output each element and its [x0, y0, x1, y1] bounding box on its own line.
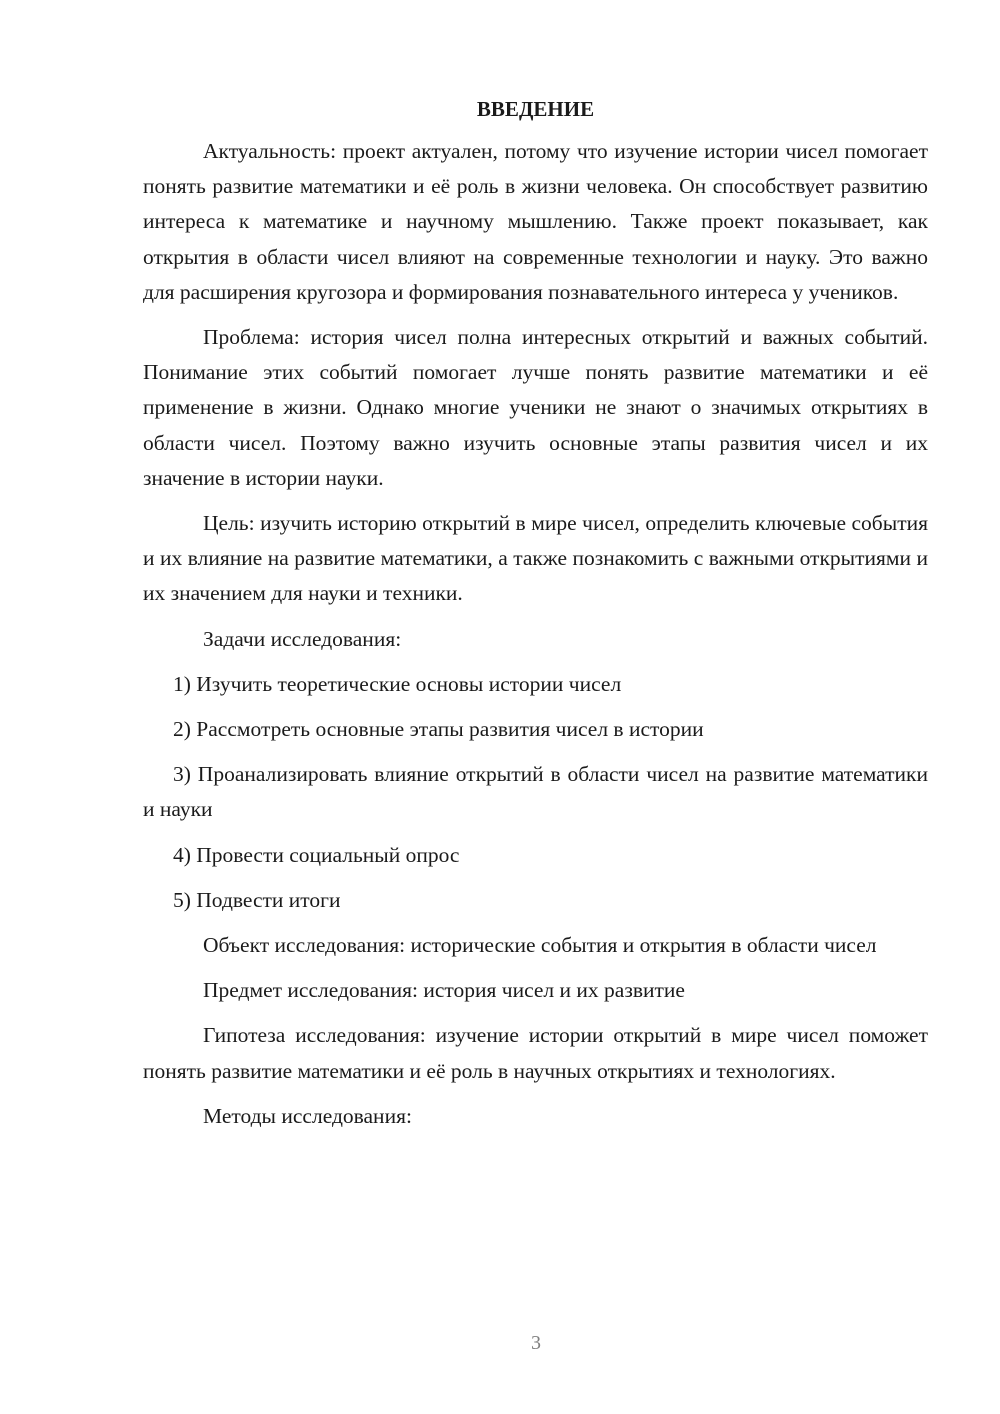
task-item-1: 1) Изучить теоретические основы истории чисел: [173, 671, 622, 696]
task-item-3: 3) Проанализировать влияние открытий в области чисел на развитие математики и науки: [143, 762, 928, 822]
task-item-5: 5) Подвести итоги: [173, 887, 341, 912]
subject-paragraph: Предмет исследования: история чисел и их развитие: [203, 978, 685, 1003]
task-item-2: 2) Рассмотреть основные этапы развития чисел в истории: [173, 717, 704, 742]
relevance-paragraph: Актуальность: проект актуален, потому что изучение истории чисел помогает понять развитие математики и её роль в жизни человека. Он способствует развитию интереса к математике и научному мышлению. Также проект показывает, как открытия в области чисел влияют на современные технологии и науку. Это важно для расширения кругозора и формирования познавательного интереса у учеников.: [143, 139, 928, 304]
goal-paragraph: Цель: изучить историю открытий в мире чисел, определить ключевые события и их влияние на развитие математики, а также познакомить с важными открытиями и их значением для науки и техники.: [143, 511, 928, 606]
object-paragraph: Объект исследования: исторические события и открытия в области чисел: [203, 933, 877, 958]
document-page: [143, 92, 928, 1144]
page-number: 3: [531, 1332, 541, 1354]
task-item-4: 4) Провести социальный опрос: [173, 842, 460, 867]
hypothesis-paragraph: Гипотеза исследования: изучение истории открытий в мире чисел поможет понять развитие математики и её роль в научных открытиях и технологиях.: [143, 1023, 928, 1083]
methods-heading: Методы исследования:: [203, 1103, 412, 1128]
document-title: ВВЕДЕНИЕ: [476, 97, 595, 121]
tasks-heading: Задачи исследования:: [203, 626, 402, 651]
problem-paragraph: Проблема: история чисел полна интересных открытий и важных событий. Понимание этих событий помогает лучше понять развитие математики и её применение в жизни. Однако многие ученики не знают о значимых открытиях в области чисел. Поэтому важно изучить основные этапы развития чисел и их значение в истории науки.: [143, 325, 928, 490]
